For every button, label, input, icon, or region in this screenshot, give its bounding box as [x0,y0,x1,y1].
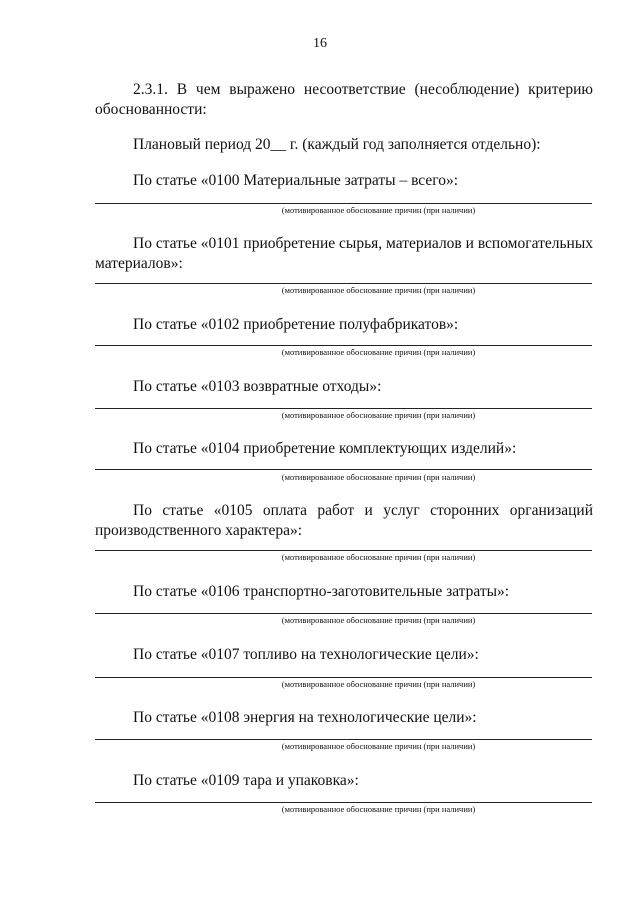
page-number: 16 [313,36,327,51]
item-0104-fill-line[interactable] [95,469,592,470]
item-0107-text: По статье «0107 топливо на технологические цели»: [133,646,479,663]
item-0108-fill-line[interactable] [95,739,592,740]
section-heading: 2.3.1. В чем выражено несоответствие (несоблюдение) критерию обоснованности: [95,81,593,118]
item-0105-text: По статье «0105 оплата работ и услуг сторонних организаций производственного характера»: [95,502,593,539]
item-0101-caption: (мотивированное обоснование причин (при наличии) [281,285,476,295]
item-0107-fill-line[interactable] [95,677,592,678]
item-0108-text: По статье «0108 энергия на технологические цели»: [133,709,477,726]
item-0103-fill-line[interactable] [95,408,592,409]
item-0106-text: По статье «0106 транспортно-заготовительные затраты»: [133,583,510,600]
item-0102-fill-line[interactable] [95,345,592,346]
item-0104-caption: (мотивированное обоснование причин (при наличии) [281,472,476,482]
item-0105-fill-line[interactable] [95,550,592,551]
item-0109-caption: (мотивированное обоснование причин (при наличии) [281,804,476,814]
item-0105-caption: (мотивированное обоснование причин (при наличии) [281,552,476,562]
item-0100-text: По статье «0100 Материальные затраты – всего»: [133,172,459,189]
item-0106-caption: (мотивированное обоснование причин (при наличии) [281,615,476,625]
item-0102-text: По статье «0102 приобретение полуфабрикатов»: [133,316,459,333]
item-0100-fill-line[interactable] [95,203,592,204]
item-0102-caption: (мотивированное обоснование причин (при наличии) [281,347,476,357]
item-0100-caption: (мотивированное обоснование причин (при наличии) [281,205,476,215]
item-0109-text: По статье «0109 тара и упаковка»: [133,772,359,789]
item-0108-caption: (мотивированное обоснование причин (при наличии) [281,741,476,751]
item-0107-caption: (мотивированное обоснование причин (при наличии) [281,679,476,689]
item-0106-fill-line[interactable] [95,613,592,614]
item-0109-fill-line[interactable] [95,802,592,803]
item-0101-text: По статье «0101 приобретение сырья, материалов и вспомогательных материалов»: [95,235,593,272]
item-0103-text: По статье «0103 возвратные отходы»: [133,378,382,395]
item-0101-fill-line[interactable] [95,283,592,284]
planning-period-text: Плановый период 20__ г. (каждый год заполняется отдельно): [133,136,541,153]
item-0103-caption: (мотивированное обоснование причин (при наличии) [281,410,476,420]
item-0104-text: По статье «0104 приобретение комплектующих изделий»: [133,440,517,457]
